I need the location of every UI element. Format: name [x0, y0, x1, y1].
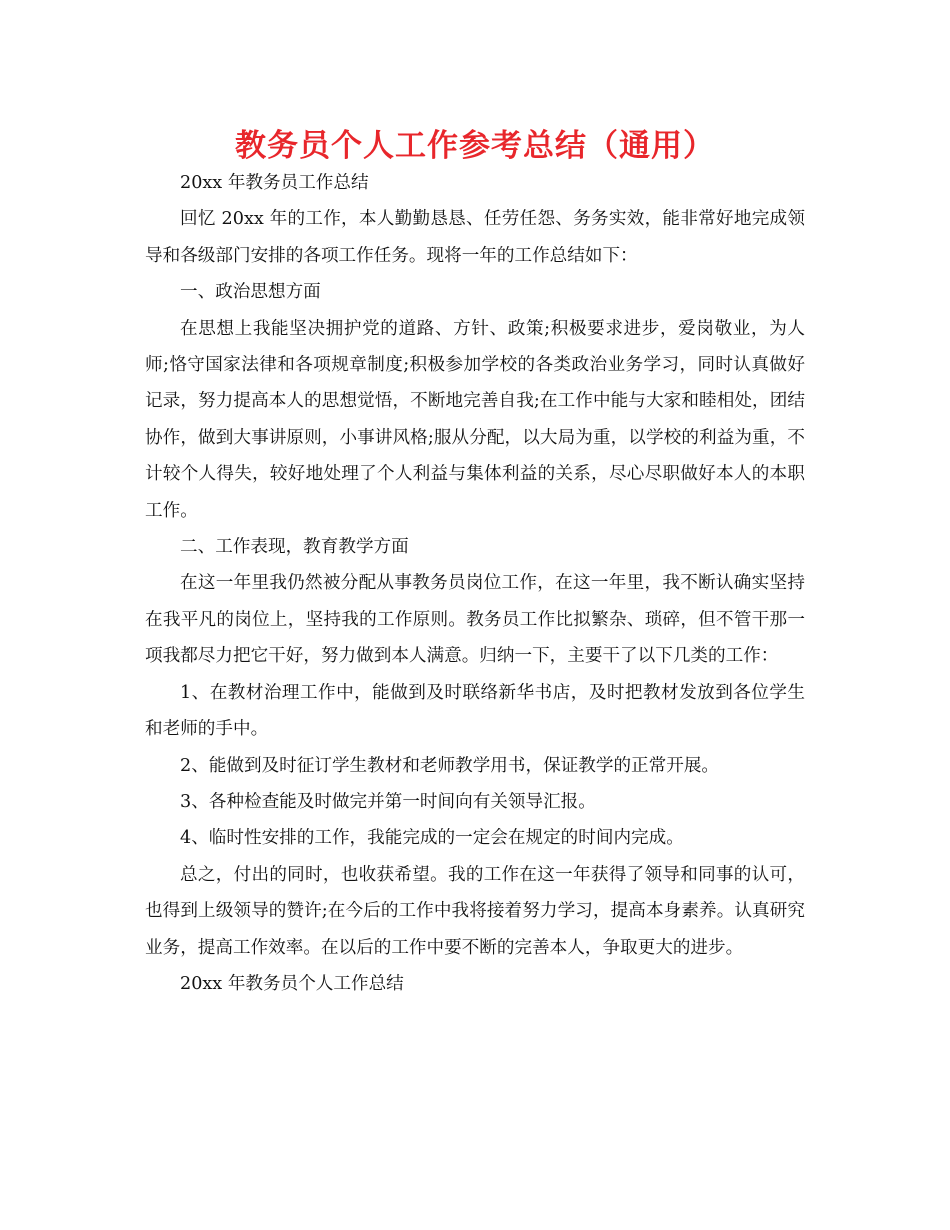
paragraph-subtitle: 20xx 年教务员工作总结 — [180, 173, 369, 193]
list-item-2: 2、能做到及时征订学生教材和老师教学用书，保证教学的正常开展。 — [180, 755, 720, 776]
document-body — [145, 165, 805, 1002]
list-item-4: 4、临时性安排的工作，我能完成的一定会在规定的时间内完成。 — [180, 828, 684, 849]
document-title: 教务员个人工作参考总结（通用） — [235, 128, 715, 164]
list-item-3: 3、各种检查能及时做完并第一时间向有关领导汇报。 — [180, 791, 596, 812]
paragraph-intro: 回忆 20xx 年的工作，本人勤勤恳恳、任劳任怨、务务实效，能非常好地完成领导和各级部门安排的各项工作任务。现将一年的工作总结如下： — [145, 209, 805, 266]
list-item-1: 1、在教材治理工作中，能做到及时联络新华书店，及时把教材发放到各位学生和老师的手中。 — [145, 682, 805, 740]
paragraph-conclusion: 总之，付出的同时，也收获希望。我的工作在这一年获得了领导和同事的认可，也得到上级领导的赞许;在今后的工作中我将接着努力学习，提高本身素养。认真研究业务，提高工作效率。在以后的工作中要不断的完善本人，争取更大的进步。 — [145, 864, 805, 958]
paragraph-politics: 在思想上我能坚决拥护党的道路、方针、政策;积极要求进步，爱岗敬业，为人师;恪守国家法律和各项规章制度;积极参加学校的各类政治业务学习，同时认真做好记录，努力提高本人的思想觉悟，不断地完善自我;在工作中能与大家和睦相处，团结协作，做到大事讲原则，小事讲风格;服从分配，以大局为重，以学校的利益为重，不计较个人得失，较好地处理了个人利益与集体利益的关系，尽心尽职做好本人的本职工作。 — [145, 318, 805, 521]
section-heading-politics: 一、政治思想方面 — [180, 282, 321, 303]
paragraph-work: 在这一年里我仍然被分配从事教务员岗位工作，在这一年里，我不断认确实坚持在我平凡的岗位上，坚持我的工作原则。教务员工作比拟繁杂、琐碎，但不管干那一项我都尽力把它干好，努力做到本人满意。归纳一下，主要干了以下几类的工作： — [145, 573, 805, 667]
paragraph-next-title: 20xx 年教务员个人工作总结 — [180, 973, 404, 994]
section-heading-work: 二、工作表现，教育教学方面 — [180, 537, 409, 558]
